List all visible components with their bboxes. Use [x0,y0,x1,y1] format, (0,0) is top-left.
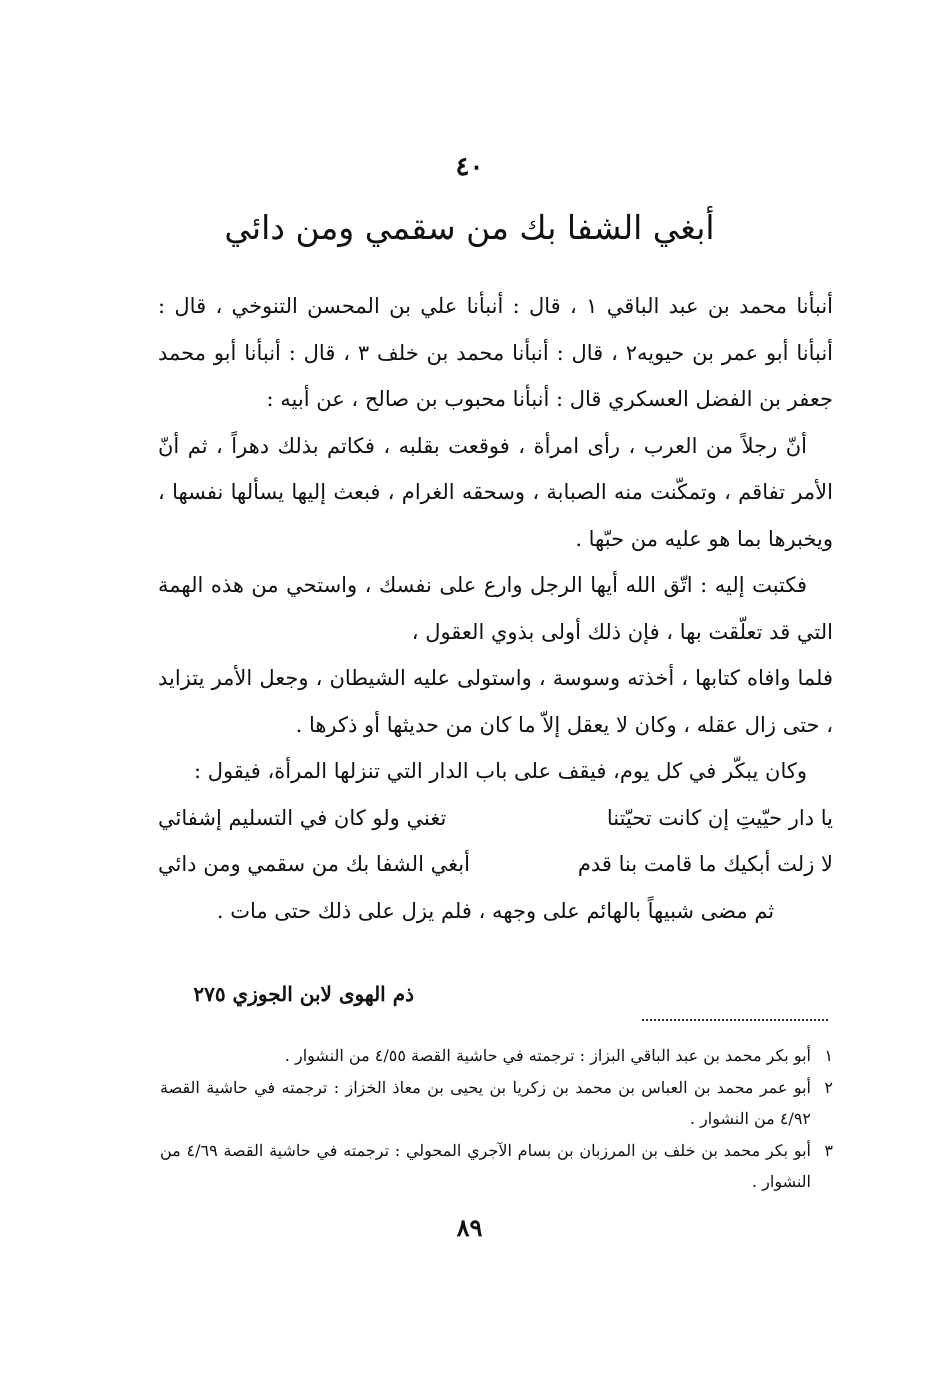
footnote-divider [642,1019,828,1021]
verse-second-hemistich: تغني ولو كان في التسليم إشفائي [158,805,447,830]
story-paragraph: وكان يبكّر في كل يوم، فيقف على باب الدار التي تنزلها المرأة، فيقول : [193,759,807,783]
story-paragraph: أنّ رجلاً من العرب ، رأى امرأة ، فوقعت بقلبه ، فكاتم بذلك دهراً ، ثم أنّ الأمر تفاقم ، وتمكّنت منه الصبابة ، وسحقه الغرام ، فبعث إليها يسألها نفسها ، ويخبرها بما هو عليه من حبّها . [158,433,833,551]
footnote [160,1135,833,1198]
footnote [160,1040,833,1072]
verse-first-hemistich: لا زلت أبكيك ما قامت بنا قدم [577,852,833,876]
story-number: ٤٠ [455,152,484,182]
footnote-text: أبو عمر محمد بن العباس بن محمد بن زكريا بن يحيى بن معاذ الخزاز : ترجمته في حاشية القصة ٤/٩٢ من النشوار . [160,1077,811,1128]
story-paragraph: فلما وافاه كتابها ، أخذته وسوسة ، واستولى عليه الشيطان ، وجعل الأمر يتزايد ، حتى زال عقله ، وكان لا يعقل إلاّ ما كان من حديثها أو ذكرها . [158,666,833,737]
footnotes [160,1040,833,1198]
verse-second-hemistich: أبغي الشفا بك من سقمي ومن دائي [158,852,470,876]
footnote [160,1072,833,1135]
story-paragraph: فكتبت إليه : اتّق الله أيها الرجل وارع على نفسك ، واستحي من هذه الهمة التي قد تعلّقت بها ، فإن ذلك أولى بذوي العقول ، [158,573,833,644]
source-citation: ذم الهوى لابن الجوزي ٢٧٥ [193,982,414,1006]
verse-line [158,795,833,842]
page-number: ٨٩ [456,1213,483,1242]
closing-paragraph: ثم مضى شبيهاً بالهائم على وجهه ، فلم يزل على ذلك حتى مات . [216,898,775,923]
footnote-text: أبو بكر محمد بن خلف بن المرزبان بن بسام الآجري المحولي : ترجمته في حاشية القصة ٤/٦٩ من النشوار . [160,1140,811,1191]
footnote-text: أبو بكر محمد بن عبد الباقي البزاز : ترجمته في حاشية القصة ٤/٥٥ من النشوار . [284,1046,811,1065]
verse-first-hemistich: يا دار حيّيتِ إن كانت تحيّتنا [606,805,833,830]
verse-line [158,841,833,888]
footnote-number: ٢ [824,1077,833,1097]
footnote-number: ٣ [824,1140,833,1160]
isnad-paragraph: أنبأنا محمد بن عبد الباقي ١ ، قال : أنبأنا علي بن المحسن التنوخي ، قال : أنبأنا أبو عمر بن حيويه٢ ، قال : أنبأنا محمد بن خلف ٣ ، قال : أنبأنا أبو محمد جعفر بن الفضل العسكري قال : أنبأنا محبوب بن صالح ، عن أبيه : [158,294,834,411]
footnote-number: ١ [824,1046,833,1065]
story-title: أبغي الشفا بك من سقمي ومن دائي [224,208,715,247]
story-body [158,283,833,934]
